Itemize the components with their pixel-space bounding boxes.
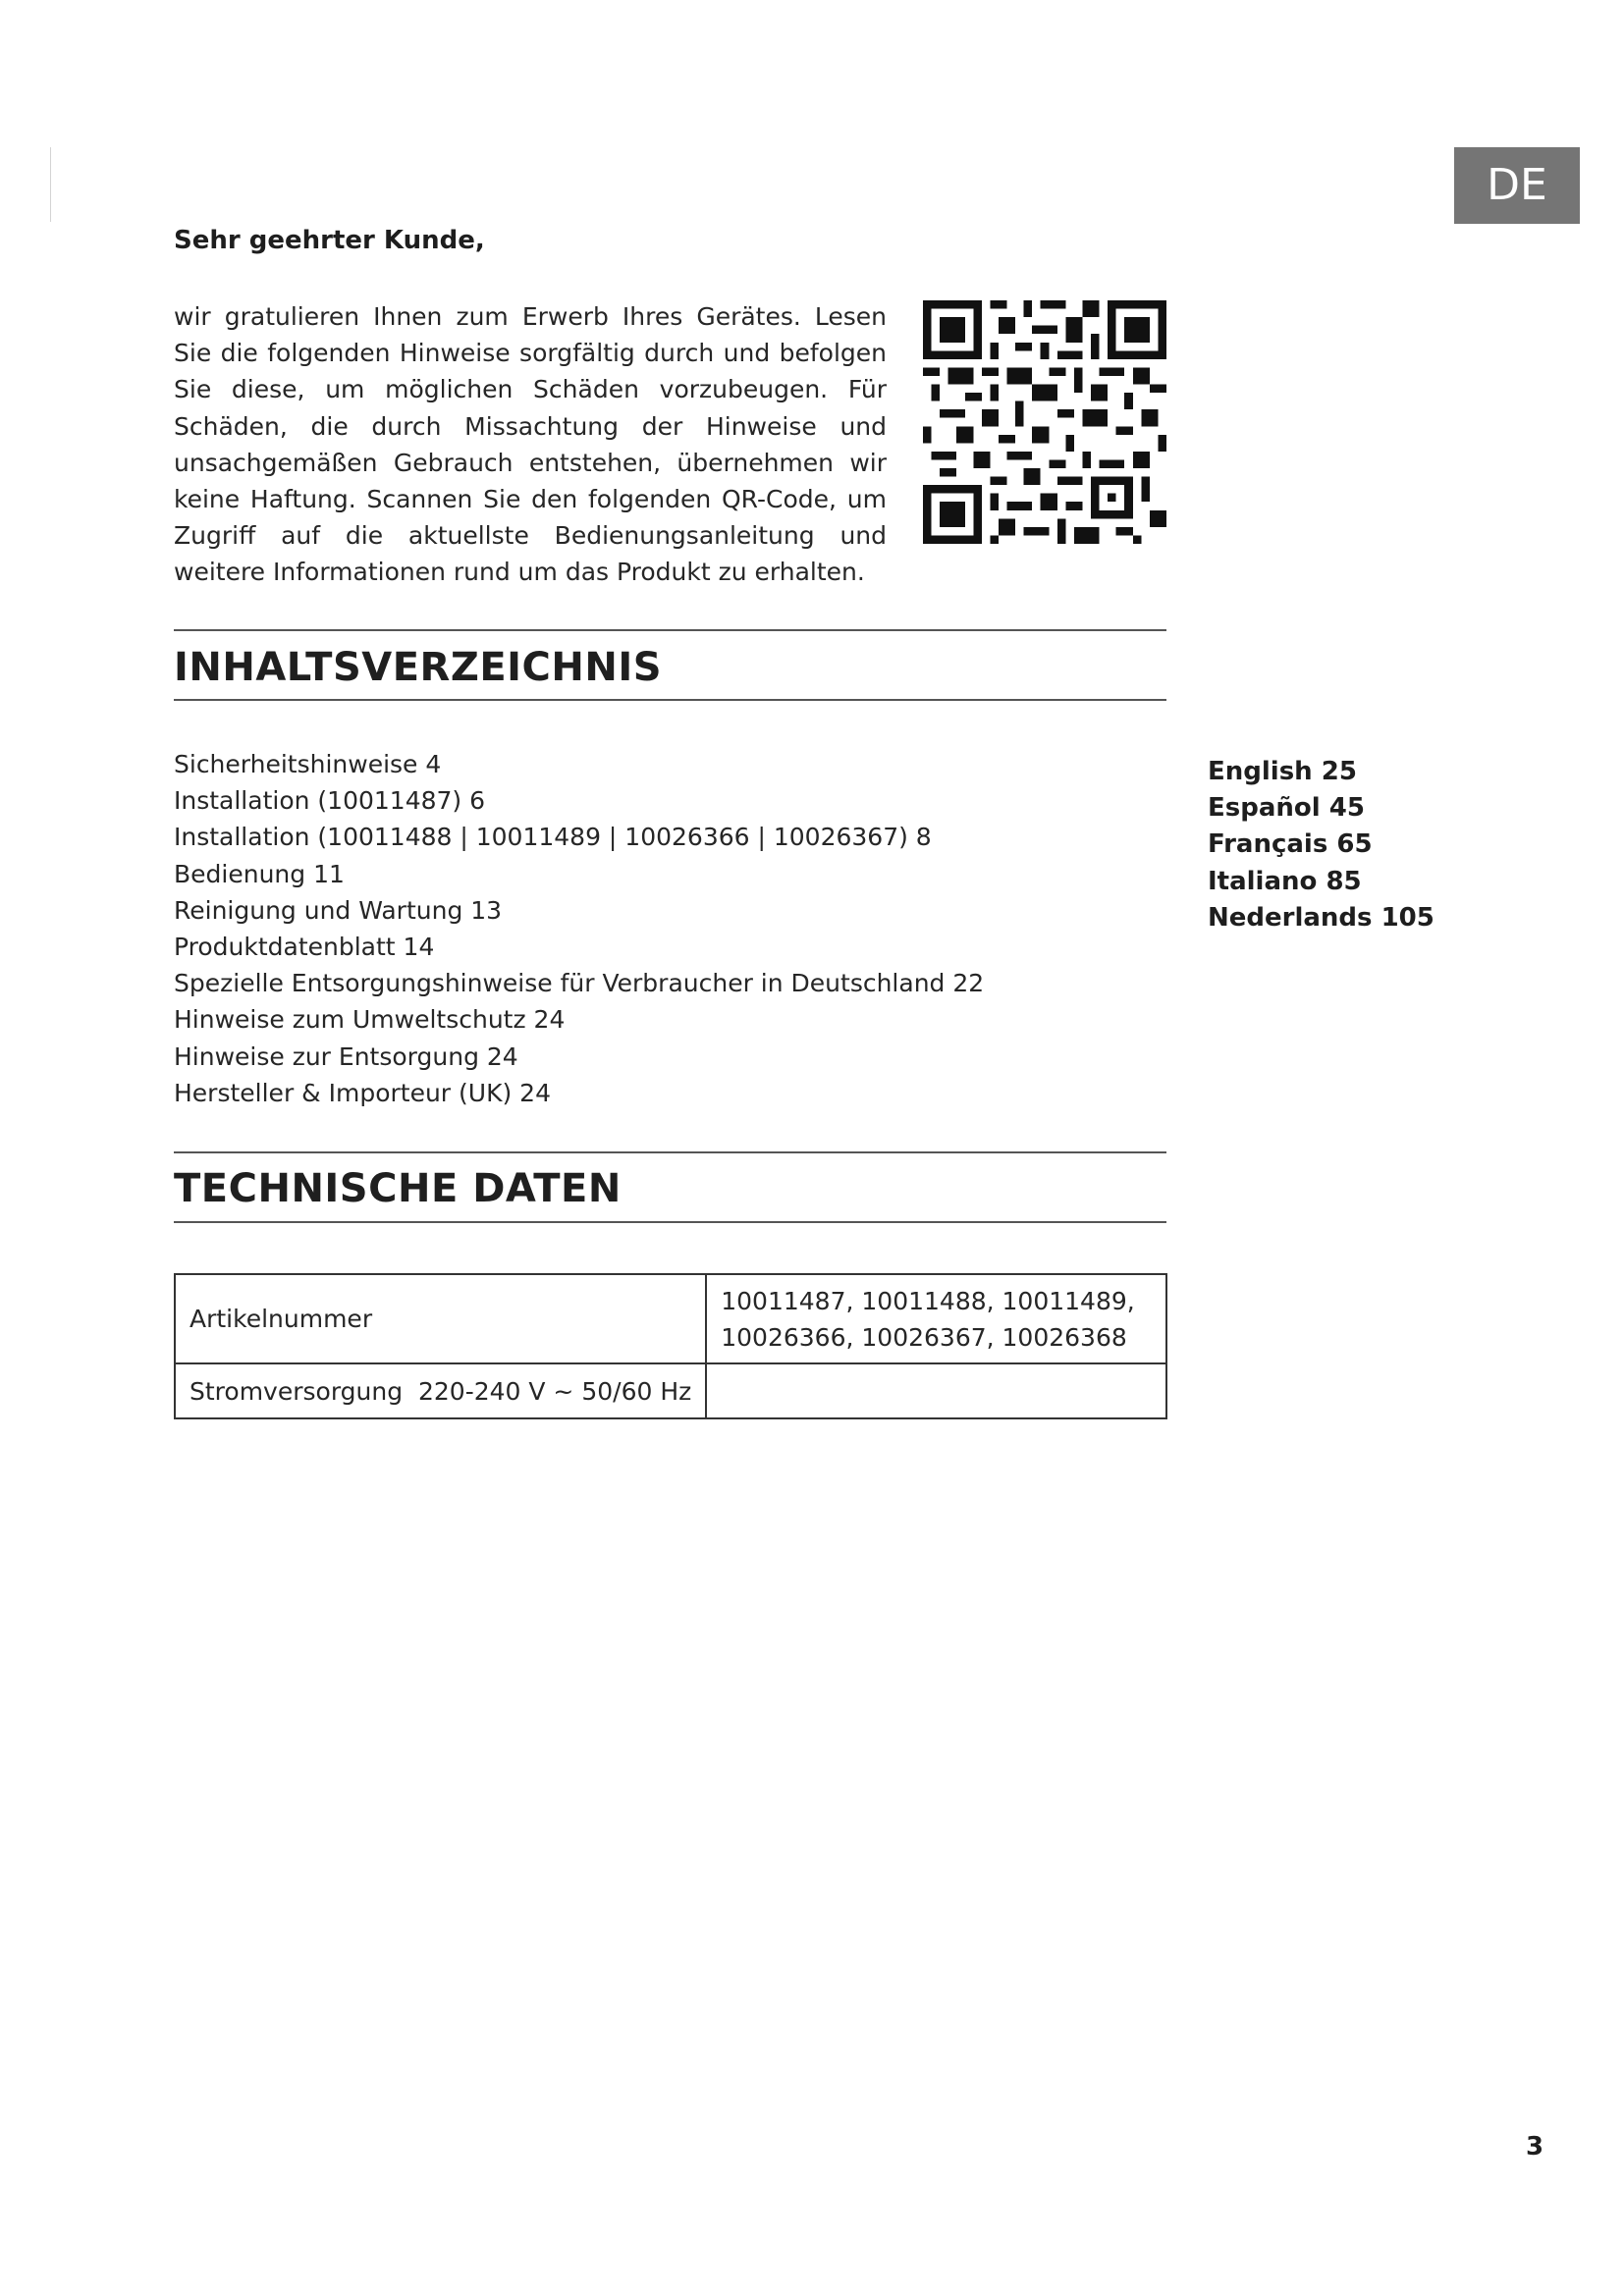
salutation: Sehr geehrter Kunde, [174, 226, 485, 255]
toc-item[interactable]: Hinweise zum Umweltschutz 24 [174, 1005, 566, 1035]
tech-top-rule [174, 1151, 1166, 1153]
intro-paragraph: wir gratulieren Ihnen zum Erwerb Ihres Gerätes. Lesen Sie die folgenden Hinweise sorgfältig durch und befolgen Sie diese, um möglichen Schäden vorzubeugen. Für Schäden, die durch Missachtung der Hinweise und unsachgemäßen Gebrauch entstehen, übernehmen wir keine Haftung. Scannen Sie den folgenden QR-Code, um Zugriff auf die aktuellste Bedienungsanleitung und weitere Informationen rund um das Produkt zu erhalten. [174, 302, 887, 587]
page-number: 3 [1526, 2132, 1544, 2162]
spec-label: Stromversorgung 220-240 V ~ 50/60 Hz [175, 1363, 706, 1418]
language-tab: DE [1454, 147, 1580, 224]
toc-item[interactable]: Spezielle Entsorgungshinweise für Verbraucher in Deutschland 22 [174, 969, 985, 998]
language-link-english[interactable]: English 25 [1208, 757, 1357, 786]
spec-value-empty [706, 1363, 1166, 1418]
margin-marker [50, 147, 51, 222]
tech-bottom-rule [174, 1221, 1166, 1223]
toc-item[interactable]: Hinweise zur Entsorgung 24 [174, 1041, 518, 1071]
spec-value-line: 10011487, 10011488, 10011489, [721, 1286, 1135, 1315]
tech-title: TECHNISCHE DATEN [174, 1166, 622, 1211]
toc-bottom-rule [174, 699, 1166, 701]
toc-top-rule [174, 629, 1166, 631]
table-row [175, 1363, 1166, 1418]
spec-value [706, 1274, 1166, 1363]
language-index [1208, 754, 1435, 936]
technical-data-table [174, 1273, 1167, 1419]
toc-item[interactable]: Hersteller & Importeur (UK) 24 [174, 1078, 551, 1107]
language-link-french[interactable]: Français 65 [1208, 829, 1373, 860]
toc-title: INHALTSVERZEICHNIS [174, 645, 663, 690]
toc-item[interactable]: Reinigung und Wartung 13 [174, 895, 503, 925]
language-link-italian[interactable]: Italiano 85 [1208, 866, 1362, 896]
toc-item[interactable]: Installation (10011487) 6 [174, 786, 486, 816]
table-row [175, 1274, 1166, 1363]
language-link-spanish[interactable]: Español 45 [1208, 793, 1365, 824]
toc-item[interactable]: Bedienung 11 [174, 859, 345, 888]
language-link-dutch[interactable]: Nederlands 105 [1208, 902, 1435, 933]
toc-item[interactable]: Sicherheitshinweise 4 [174, 750, 442, 778]
spec-label: Artikelnummer [175, 1274, 706, 1363]
qr-code-icon [923, 300, 1166, 544]
toc-item[interactable]: Installation (10011488 | 10011489 | 10026366 | 10026367) 8 [174, 823, 932, 852]
table-of-contents [174, 746, 984, 1111]
toc-item[interactable]: Produktdatenblatt 14 [174, 933, 435, 962]
spec-value-line: 10026366, 10026367, 10026368 [721, 1322, 1127, 1352]
